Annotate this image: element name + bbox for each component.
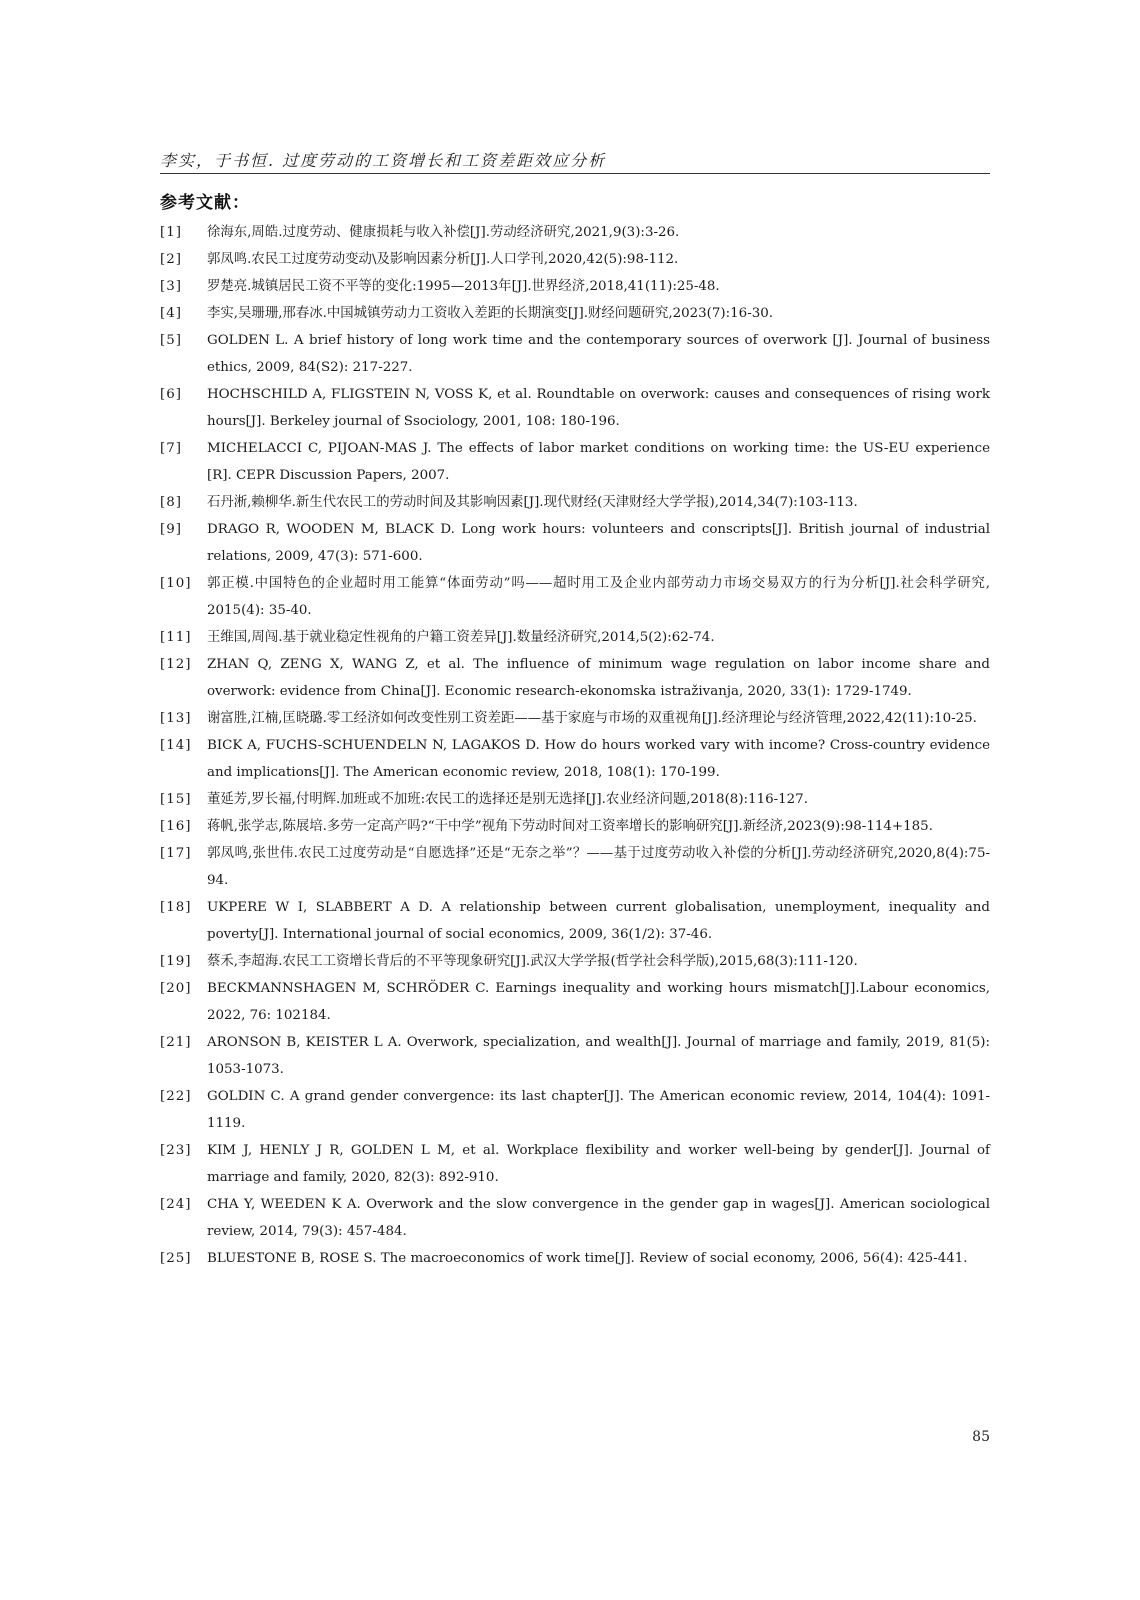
reference-number: [17] <box>160 846 192 861</box>
reference-text: DRAGO R, WOODEN M, BLACK D. Long work hours: volunteers and conscripts[J]. British journal of industrial relations, 2009, 47(3): 571-600. <box>207 522 990 564</box>
reference-item <box>160 1029 990 1083</box>
reference-item <box>160 813 990 840</box>
reference-text: KIM J, HENLY J R, GOLDEN L M, et al. Workplace flexibility and worker well-being by gender[J]. Journal of marriage and family, 2020, 82(3): 892-910. <box>207 1143 990 1185</box>
reference-item <box>160 1137 990 1191</box>
reference-number: [6] <box>160 387 182 402</box>
reference-item <box>160 435 990 489</box>
reference-item <box>160 894 990 948</box>
reference-item <box>160 1083 990 1137</box>
reference-item <box>160 300 990 327</box>
reference-item <box>160 489 990 516</box>
reference-item <box>160 1245 990 1272</box>
reference-number: [19] <box>160 954 192 969</box>
reference-number: [21] <box>160 1035 192 1050</box>
reference-number: [22] <box>160 1089 192 1104</box>
reference-text: GOLDEN L. A brief history of long work time and the contemporary sources of overwork [J]. Journal of business ethics, 2009, 84(S2): 217-227. <box>207 333 990 375</box>
reference-number: [16] <box>160 819 192 834</box>
reference-item <box>160 732 990 786</box>
reference-text: ARONSON B, KEISTER L A. Overwork, specialization, and wealth[J]. Journal of marriage and family, 2019, 81(5): 1053-1073. <box>207 1035 990 1077</box>
reference-number: [4] <box>160 306 182 321</box>
reference-text: 谢富胜,江楠,匡晓璐.零工经济如何改变性别工资差距——基于家庭与市场的双重视角[J].经济理论与经济管理,2022,42(11):10-25. <box>207 711 977 726</box>
reference-number: [11] <box>160 630 192 645</box>
reference-number: [20] <box>160 981 192 996</box>
reference-item <box>160 840 990 894</box>
reference-text: BLUESTONE B, ROSE S. The macroeconomics of work time[J]. Review of social economy, 2006, 56(4): 425-441. <box>207 1251 968 1266</box>
reference-number: [24] <box>160 1197 192 1212</box>
reference-text: ZHAN Q, ZENG X, WANG Z, et al. The influence of minimum wage regulation on labor income share and overwork: evidence from China[J]. Economic research-ekonomska istraživanja, 2020, 33(1): 1729-1749. <box>207 657 990 699</box>
reference-text: 郭正模.中国特色的企业超时用工能算“体面劳动”吗——超时用工及企业内部劳动力市场交易双方的行为分析[J].社会科学研究, 2015(4): 35-40. <box>207 576 990 618</box>
reference-number: [2] <box>160 252 182 267</box>
reference-text: 郭凤鸣.农民工过度劳动变动\及影响因素分析[J].人口学刊,2020,42(5):98-112. <box>207 252 679 267</box>
reference-item <box>160 219 990 246</box>
reference-number: [8] <box>160 495 182 510</box>
reference-item <box>160 246 990 273</box>
reference-item <box>160 381 990 435</box>
reference-text: 董延芳,罗长福,付明辉.加班或不加班:农民工的选择还是别无选择[J].农业经济问题,2018(8):116-127. <box>207 792 808 807</box>
reference-number: [25] <box>160 1251 192 1266</box>
reference-item <box>160 516 990 570</box>
reference-number: [23] <box>160 1143 192 1158</box>
reference-text: BICK A, FUCHS-SCHUENDELN N, LAGAKOS D. How do hours worked vary with income? Cross-country evidence and implications[J]. The American economic review, 2018, 108(1): 170-199. <box>207 738 990 780</box>
reference-item <box>160 651 990 705</box>
reference-text: UKPERE W I, SLABBERT A D. A relationship between current globalisation, unemployment, inequality and poverty[J]. International journal of social economics, 2009, 36(1/2): 37-46. <box>207 900 990 942</box>
reference-text: 石丹淅,赖柳华.新生代农民工的劳动时间及其影响因素[J].现代财经(天津财经大学学报),2014,34(7):103-113. <box>207 495 858 510</box>
reference-text: MICHELACCI C, PIJOAN-MAS J. The effects of labor market conditions on working time: the US-EU experience [R]. CEPR Discussion Papers, 2007. <box>207 441 990 483</box>
reference-text: 罗楚亮.城镇居民工资不平等的变化:1995—2013年[J].世界经济,2018,41(11):25-48. <box>207 279 720 294</box>
reference-text: 李实,吴珊珊,邢春冰.中国城镇劳动力工资收入差距的长期演变[J].财经问题研究,2023(7):16-30. <box>207 306 774 321</box>
reference-item <box>160 327 990 381</box>
reference-text: GOLDIN C. A grand gender convergence: its last chapter[J]. The American economic review, 2014, 104(4): 1091-1119. <box>207 1089 990 1131</box>
page-number: 85 <box>972 1429 990 1445</box>
reference-item <box>160 624 990 651</box>
reference-item <box>160 975 990 1029</box>
reference-text: 蒋帆,张学志,陈展培.多劳一定高产吗?“干中学”视角下劳动时间对工资率增长的影响研究[J].新经济,2023(9):98-114+185. <box>207 819 933 834</box>
reference-number: [13] <box>160 711 192 726</box>
running-header: 李实，于书恒. 过度劳动的工资增长和工资差距效应分析 <box>160 151 607 170</box>
reference-item <box>160 705 990 732</box>
reference-text: 徐海东,周皓.过度劳动、健康损耗与收入补偿[J].劳动经济研究,2021,9(3):3-26. <box>207 225 680 240</box>
reference-text: 郭凤鸣,张世伟.农民工过度劳动是“自愿选择”还是“无奈之举”？——基于过度劳动收入补偿的分析[J].劳动经济研究,2020,8(4):75-94. <box>207 846 990 888</box>
reference-text: 蔡禾,李超海.农民工工资增长背后的不平等现象研究[J].武汉大学学报(哲学社会科学版),2015,68(3):111-120. <box>207 954 858 969</box>
reference-item <box>160 786 990 813</box>
reference-number: [3] <box>160 279 182 294</box>
reference-text: CHA Y, WEEDEN K A. Overwork and the slow convergence in the gender gap in wages[J]. American sociological review, 2014, 79(3): 457-484. <box>207 1197 990 1239</box>
reference-item <box>160 948 990 975</box>
reference-number: [15] <box>160 792 192 807</box>
reference-number: [1] <box>160 225 182 240</box>
reference-text: BECKMANNSHAGEN M, SCHRÖDER C. Earnings inequality and working hours mismatch[J].Labour economics, 2022, 76: 102184. <box>207 981 990 1023</box>
reference-list <box>160 219 990 1272</box>
reference-item <box>160 273 990 300</box>
reference-number: [9] <box>160 522 182 537</box>
reference-number: [14] <box>160 738 192 753</box>
header-divider <box>160 173 990 174</box>
reference-text: 王维国,周闯.基于就业稳定性视角的户籍工资差异[J].数量经济研究,2014,5(2):62-74. <box>207 630 715 645</box>
reference-item <box>160 570 990 624</box>
reference-item <box>160 1191 990 1245</box>
reference-number: [7] <box>160 441 182 456</box>
reference-text: HOCHSCHILD A, FLIGSTEIN N, VOSS K, et al. Roundtable on overwork: causes and consequences of rising work hours[J]. Berkeley journal of Ssociology, 2001, 108: 180-196. <box>207 387 990 429</box>
reference-number: [5] <box>160 333 182 348</box>
reference-number: [10] <box>160 576 192 591</box>
references-heading: 参考文献： <box>160 193 250 213</box>
reference-number: [18] <box>160 900 192 915</box>
reference-number: [12] <box>160 657 192 672</box>
